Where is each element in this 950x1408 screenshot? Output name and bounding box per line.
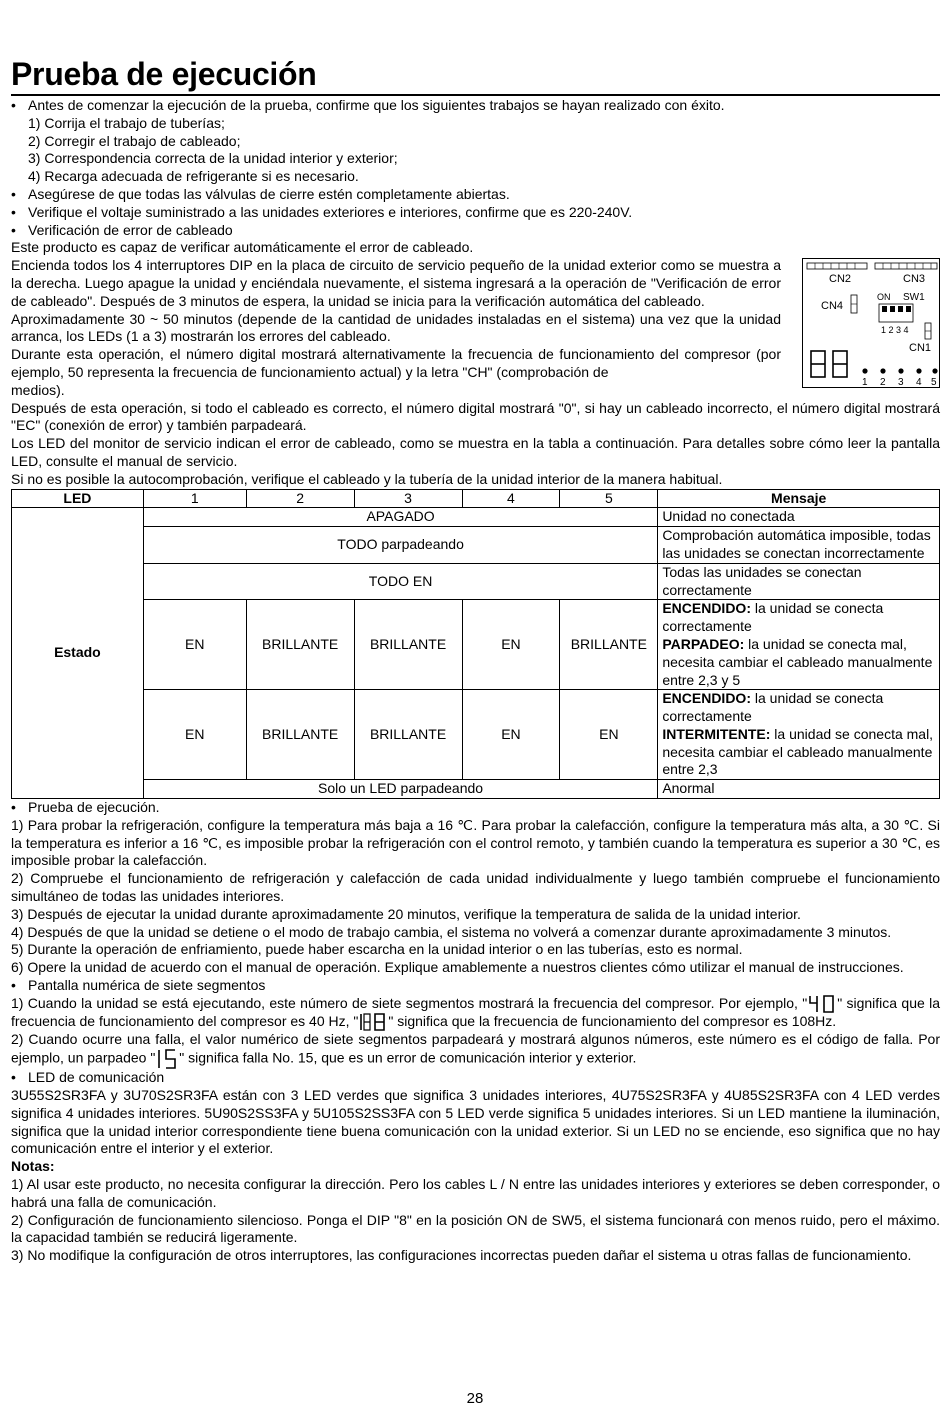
on-label: ON — [877, 292, 891, 302]
table-cell: Anormal — [658, 780, 940, 799]
paragraph: Encienda todos los 4 interruptores DIP en la placa de circuito de servicio pequeño de la unidad exterior como se muestra a la derecha. Luego apague la unidad y enciéndala nuevamente, el sistema ingresará a la operación de "Verificación de error de cableado". Después de 3 minutos de espera, la unidad se inicia para la verificación automática del cableado. — [11, 257, 781, 309]
table-cell: BRILLANTE — [246, 690, 354, 780]
paragraph: 5) Durante la operación de enfriamiento, puede haber escarcha en la unidad interior o en las tuberías, esto es normal. — [11, 941, 743, 958]
led-numbers — [862, 377, 937, 387]
paragraph: 1) Para probar la refrigeración, configure la temperatura más baja a 16 ℃. Para probar la calefacción, configure la temperatura más alta, a 30 ℃. Si la temperatura es inferior a 16 ℃, es imposible probar la refrigeración con el control remoto, y también cuando la temperatura es superior a 30 ℃, es imposible probar la calefacción. — [11, 816, 940, 869]
text-run: " significa falla No. 15, que es un error de comunicación interior y exterior. — [179, 1049, 637, 1066]
table-header: 5 — [560, 489, 658, 508]
bullet-voltage: • Verifique el voltaje suministrado a las unidades exteriores e interiores, confirme que es 220-240V. — [11, 204, 940, 222]
pin-label: 2 — [880, 377, 886, 387]
pin-label: 5 — [931, 377, 937, 387]
text-run: 2) Cuando ocurre una falla, el valor numérico de siete segmentos parpadeará y mostrará algunos números, este número es el código de falla. Por ejemplo, un parpadeo " — [11, 1031, 940, 1066]
table-row — [12, 563, 940, 600]
table-cell — [658, 600, 940, 690]
table-cell: Todas las unidades se conectan correctamente — [658, 563, 940, 600]
table-cell: Solo un LED parpadeando — [143, 780, 657, 799]
paragraph: 1) Al usar este producto, no necesita configurar la dirección. Pero los cables L / N entre las unidades interiores y exteriores se deben corresponder, o habrá una falla de comunicación. — [11, 1176, 940, 1210]
paragraph: Este producto es capaz de verificar automáticamente el error de cableado. — [11, 239, 474, 256]
table-cell: TODO EN — [143, 563, 657, 600]
estado-cell: Estado — [12, 508, 144, 799]
table-cell: EN — [560, 690, 658, 780]
paragraph: 4) Después de que la unidad se detiene o el modo de trabajo cambia, el sistema no volverá a comenzar durante aproximadamente 3 minutos. — [11, 923, 892, 940]
paragraph: 2) Compruebe el funcionamiento de refrigeración y calefacción de cada unidad individualmente y luego también compruebe el funcionamiento simultáneo de todas las unidades interiores. — [11, 870, 940, 905]
bullet-precheck: • Antes de comenzar la ejecución de la prueba, confirme que los siguientes trabajos se hayan realizado con éxito. — [11, 97, 940, 115]
bullet-seven-segment: • Pantalla numérica de siete segmentos — [11, 977, 940, 995]
table-row — [12, 690, 940, 780]
bullet-comm-led: • LED de comunicación — [11, 1069, 940, 1087]
table-header: LED — [12, 489, 144, 508]
table-cell: BRILLANTE — [354, 600, 462, 690]
seven-segment-15-icon — [155, 1049, 179, 1069]
paragraph: Después de esta operación, si todo el cableado es correcto, el número digital mostrará "0", si hay un cableado incorrecto, el número digital mostrará "EC" (conexión de error) y también parpadeará. — [11, 399, 940, 434]
title-rule — [11, 94, 940, 96]
list-item: 2) Corregir el trabajo de cableado; — [28, 132, 241, 149]
table-cell: APAGADO — [143, 508, 657, 527]
cell-text: la unidad se conecta mal, necesita cambiar el cableado manualmente entre 2,3 y 5 — [662, 635, 933, 688]
led-status-table — [11, 489, 940, 800]
bold-label: INTERMITENTE: — [662, 725, 771, 742]
text-run: " significa que la frecuencia de funcionamiento del compresor es 40 Hz, " — [11, 994, 940, 1030]
table-cell: Comprobación automática imposible, todas las unidades se conectan incorrectamente — [658, 527, 940, 564]
seven-segment-40-icon — [807, 995, 837, 1013]
bullet-wiring-check: • Verificación de error de cableado — [11, 222, 940, 240]
notes-title — [11, 1158, 940, 1176]
table-cell — [658, 690, 940, 780]
pin-label: 3 — [898, 377, 904, 387]
table-cell: EN — [143, 600, 246, 690]
table-header: 3 — [354, 489, 462, 508]
cell-text: la unidad se conecta correctamente — [662, 600, 884, 635]
table-cell: EN — [462, 690, 560, 780]
table-cell: Unidad no conectada — [658, 508, 940, 527]
list-item: 4) Recarga adecuada de refrigerante si es necesario. — [28, 168, 359, 185]
paragraph: 2) Configuración de funcionamiento silencioso. Ponga el DIP "8" en la posición ON de SW5, el sistema funcionará con menos ruido, pero el máximo. la capacidad también se reducirá ligeramente. — [11, 1211, 940, 1246]
table-cell: EN — [462, 600, 560, 690]
table-row — [12, 600, 940, 690]
paragraph: medios). — [11, 381, 65, 398]
table-row — [12, 508, 940, 527]
table-cell: BRILLANTE — [560, 600, 658, 690]
cn1-label: CN1 — [909, 342, 932, 354]
cell-text: la unidad se conecta correctamente — [662, 690, 884, 725]
bold-label: ENCENDIDO: — [662, 690, 751, 707]
paragraph: 3) Después de ejecutar la unidad durante aproximadamente 20 minutos, verifique la temperatura de salida de la unidad interior. — [11, 905, 801, 922]
table-row — [12, 527, 940, 564]
table-cell: BRILLANTE — [246, 600, 354, 690]
page-number: 28 — [466, 1390, 484, 1407]
table-cell: BRILLANTE — [354, 690, 462, 780]
dip-numbers: 1 2 3 4 — [881, 325, 909, 335]
paragraph: 3U55S2SR3FA y 3U70S2SR3FA están con 3 LED verdes que significa 3 unidades interiores, 4U75S2SR3FA y 4U85S2SR3FA con 4 LED verdes significa 4 unidades interiores. 5U90S2SS3FA y 5U105S2SS3FA con 5 LED verde significa 5 unidades interiores. Si un LED mantiene la iluminación, significa que la unidad interior correspondiente tiene buena comunicación con la unidad exterior. Si un LED no se enciende, eso significa que no hay comunicación entre el interior y el exterior. — [11, 1087, 940, 1157]
led-dots — [862, 368, 937, 373]
paragraph: Si no es posible la autocomprobación, verifique el cableado y la tubería de la unidad interior de la manera habitual. — [11, 470, 723, 487]
page-title: Prueba de ejecución — [11, 56, 317, 92]
bold-label: ENCENDIDO: — [662, 600, 751, 617]
table-header: 2 — [246, 489, 354, 508]
table-row — [12, 780, 940, 799]
text-run: 1) Cuando la unidad se está ejecutando, este número de siete segmentos mostrará la frecuencia del compresor. Por ejemplo, " — [11, 994, 808, 1011]
table-header: 1 — [143, 489, 246, 508]
paragraph: Aproximadamente 30 ~ 50 minutos (depende de la cantidad de unidades instaladas en el sistema) una vez que la unidad arranca, los LEDs (1 a 3) mostrarán los errores del cableado. — [11, 310, 781, 345]
paragraph — [11, 995, 940, 1032]
paragraph: 3) No modifique la configuración de otros interruptores, las configuraciones incorrectas pueden dañar el sistema u otras fallas de funcionamiento. — [11, 1247, 912, 1264]
circuit-board-graphic — [803, 259, 939, 387]
bold-label: PARPADEO: — [662, 635, 745, 652]
cn2-label: CN2 — [829, 273, 852, 285]
list-item: 1) Corrija el trabajo de tuberías; — [28, 114, 225, 131]
table-header-row — [12, 489, 940, 508]
paragraph: Los LED del monitor de servicio indican el error de cableado, como se muestra en la tabla a continuación. Para detalles sobre cómo leer la pantalla LED, consulte el manual de servicio. — [11, 435, 940, 469]
content-flow — [11, 97, 940, 1265]
seven-segment-display — [811, 351, 847, 377]
table-header: Mensaje — [658, 489, 940, 508]
pin-label: 1 — [862, 377, 868, 387]
sw1-label: SW1 — [903, 292, 925, 303]
table-cell: TODO parpadeando — [143, 527, 657, 564]
pin-label: 4 — [916, 377, 922, 387]
list-item: 3) Correspondencia correcta de la unidad interior y exterior; — [28, 150, 398, 167]
bullet-valves: • Asegúrese de que todas las válvulas de cierre estén completamente abiertas. — [11, 186, 940, 204]
paragraph: 6) Opere la unidad de acuerdo con el manual de operación. Explique amablemente a nuestros clientes cómo utilizar el manual de instrucciones. — [11, 959, 904, 976]
table-cell: EN — [143, 690, 246, 780]
paragraph — [11, 1031, 940, 1069]
table-header: 4 — [462, 489, 560, 508]
cn4-label: CN4 — [821, 300, 844, 312]
notes-title-text: Notas: — [11, 1158, 55, 1175]
circuit-board-diagram — [802, 258, 940, 388]
seven-segment-108-icon — [358, 1013, 388, 1031]
text-run: " significa que la frecuencia de funcionamiento del compresor es 108Hz. — [388, 1013, 837, 1030]
paragraph: Durante esta operación, el número digital mostrará alternativamente la frecuencia de funcionamiento del compresor (por ejemplo, 50 representa la frecuencia de funcionamiento actual) y la letra "CH" (comprobación de — [11, 346, 781, 380]
cn3-label: CN3 — [903, 273, 926, 285]
bullet-run-test: • Prueba de ejecución. — [11, 799, 940, 817]
cell-text: la unidad se conecta mal, necesita cambiar el cableado manualmente entre 2,3 — [662, 725, 934, 778]
